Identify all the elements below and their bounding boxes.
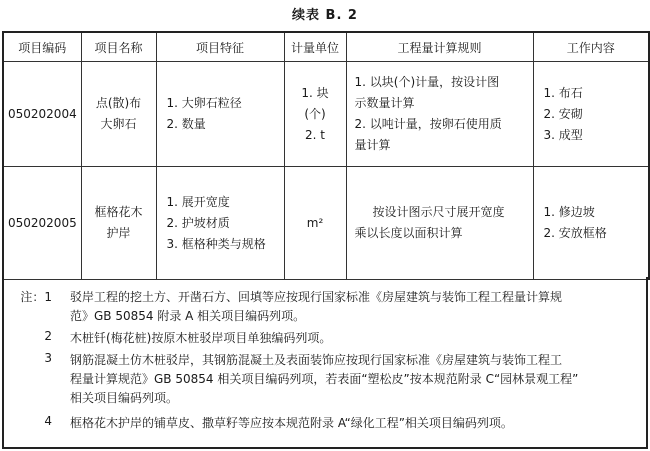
note-line: 钢筋混凝土仿木桩驳岸，其钢筋混凝土及表面装饰应按现行国家标准《房屋建筑与装饰工程工: [70, 353, 563, 367]
item-unit: [284, 167, 346, 280]
note-line: 程量计算规范》GB 50854 相关项目编码列项，若表面“塑松皮”按本规范附录 C“园林景观工程”: [70, 372, 579, 386]
rule-line: 示数量计算: [354, 96, 415, 110]
work-line: 3. 成型: [543, 127, 583, 142]
unit-line: m²: [306, 215, 324, 230]
table-row: [3, 167, 649, 280]
note-text: [70, 329, 638, 348]
note-line: 木桩钎(梅花桩)按原木桩驳岸项目单独编码列项。: [70, 331, 332, 345]
note-number: 注：1: [20, 290, 52, 304]
note-number: 3: [44, 351, 52, 365]
note-number: 2: [44, 329, 52, 343]
feature-line: 1. 展开宽度: [166, 194, 230, 209]
rule-line: 量计算: [354, 138, 391, 152]
unit-line: (个): [304, 106, 326, 121]
item-unit: [284, 62, 346, 167]
feature-line: 2. 护坡材质: [166, 215, 230, 230]
item-features: [156, 62, 284, 167]
unit-line: 1. 块: [301, 85, 329, 100]
table-title: 续表 B. 2: [292, 8, 358, 23]
note-line: 框格花木护岸的铺草皮、撒草籽等应按本规范附录 A“绿化工程”相关项目编码列项。: [70, 416, 513, 430]
item-name: [81, 167, 156, 280]
table-row: [3, 62, 649, 167]
feature-line: 1. 大卵石粒径: [166, 96, 242, 110]
header-name: 项目名称: [81, 32, 156, 62]
item-name: [81, 62, 156, 167]
work-line: 1. 布石: [543, 85, 583, 100]
quantity-table: [2, 31, 650, 280]
header-work: 工作内容: [533, 32, 649, 62]
rule-line: 按设计图示尺寸展开宽度: [372, 205, 505, 219]
item-name-line: 护岸: [106, 226, 131, 240]
item-name-line: 点(散)布: [95, 96, 142, 110]
item-code: 050202005: [3, 167, 81, 280]
rule-line: 2. 以吨计量，按卵石使用质: [354, 117, 502, 131]
work-line: 2. 安砌: [543, 106, 583, 121]
item-name-line: 大卵石: [100, 117, 137, 131]
item-name-line: 框格花木: [94, 205, 143, 219]
feature-line: 3. 框格种类与规格: [166, 236, 266, 251]
header-rules: 工程量计算规则: [346, 32, 533, 62]
item-work: [533, 62, 649, 167]
work-line: 2. 安放框格: [543, 226, 607, 240]
note-line: 相关项目编码列项。: [70, 391, 179, 405]
feature-line: 2. 数量: [166, 117, 206, 131]
notes-section: [2, 277, 648, 449]
item-work: [533, 167, 649, 280]
item-rules: [346, 62, 533, 167]
header-features: 项目特征: [156, 32, 284, 62]
header-unit: 计量单位: [284, 32, 346, 62]
item-rules: [346, 167, 533, 280]
note-line: 驳岸工程的挖土方、开凿石方、回填等应按现行国家标准《房屋建筑与装饰工程工程量计算规: [70, 290, 563, 304]
work-line: 1. 修边坡: [543, 205, 595, 219]
note-number: 4: [44, 414, 52, 428]
header-code: 项目编码: [3, 32, 81, 62]
rule-line: 乘以长度以面积计算: [354, 226, 463, 240]
note-text: [70, 351, 638, 408]
rule-line: 1. 以块(个)计量，按设计图: [354, 75, 500, 89]
table-header-row: [3, 32, 649, 62]
unit-line: 2. t: [305, 127, 325, 142]
note-line: 范》GB 50854 附录 A 相关项目编码列项。: [70, 309, 306, 323]
note-text: [70, 288, 638, 326]
item-features: [156, 167, 284, 280]
note-text: [70, 414, 638, 433]
item-code: 050202004: [3, 62, 81, 167]
